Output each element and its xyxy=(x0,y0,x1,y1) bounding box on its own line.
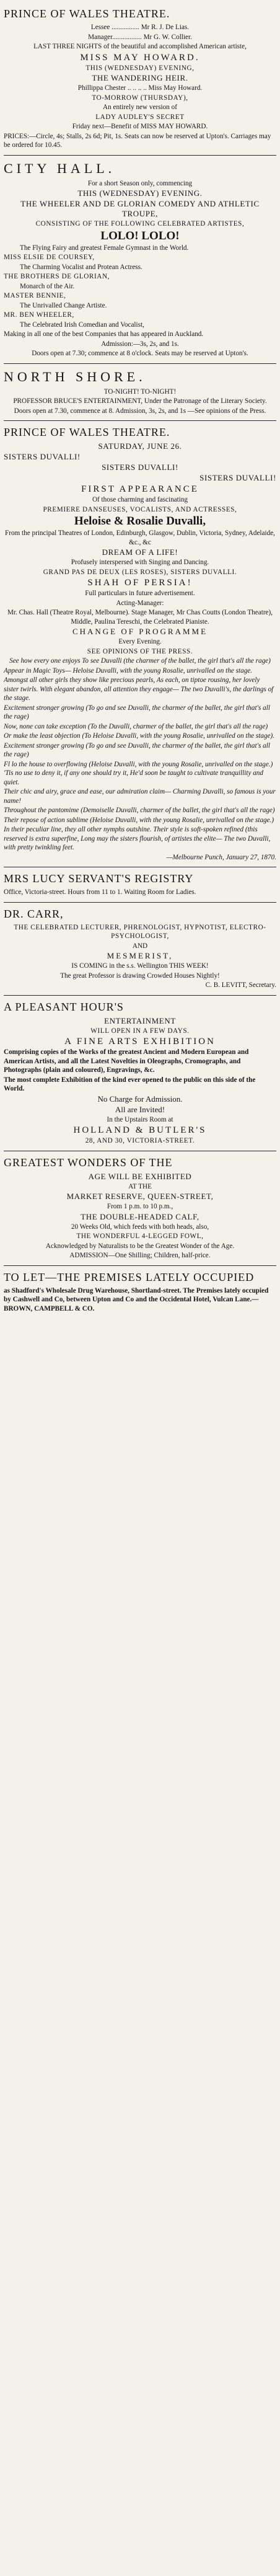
ad-line: Excitement stronger growing (To go and see Duvalli, the charmer of the ballet, the girl that's all the rage) xyxy=(4,704,270,720)
ad-line: Amongst all other girls they show like precious pearls, As each, on tiptoe rousing, her lovely sister twirls. With elegant abandon, all attention they engage— The two Duvalli's, the darlings of the stage. xyxy=(4,676,274,702)
ad-line: For a short Season only, commencing xyxy=(87,179,193,187)
ad-line: SATURDAY, JUNE 26. xyxy=(98,441,182,451)
ad-line: PROFESSOR BRUCE'S ENTERTAINMENT, Under the Patronage of the Literary Society. xyxy=(13,397,267,405)
ad-line: LADY AUDLEY'S SECRET xyxy=(95,113,185,121)
ad-line: Throughout the pantomime (Demoiselle Duvalli, charmer of the ballet, the girl that's all the rage) xyxy=(4,807,275,814)
ad-line: The Celebrated Irish Comedian and Vocalist, xyxy=(20,321,144,329)
ad-line: PRICES:—Circle, 4s; Stalls, 2s 6d; Pit, 1s. Seats can now be reserved at Upton's. Carriages may be ordered for 10.45. xyxy=(4,132,271,149)
ad-line: MR. BEN WHEELER, xyxy=(4,311,74,319)
ad-line: The great Professor is drawing Crowded Houses Nightly! xyxy=(60,972,220,980)
ad-line: Making in all one of the best Companies that has appeared in Auckland. xyxy=(4,330,204,338)
advertisement xyxy=(4,364,276,422)
ad-line: C. B. LEVITT, Secretary. xyxy=(205,981,276,989)
ad-title: CITY HALL. xyxy=(4,160,116,176)
ad-line: Heloise & Rosalie Duvalli, xyxy=(74,515,206,528)
ad-line: Profusely interspersed with Singing and Dancing. xyxy=(71,559,209,566)
ad-line: From 1 p.m. to 10 p.m., xyxy=(107,1203,173,1210)
ad-line: The Charming Vocalist and Protean Actress. xyxy=(20,263,142,271)
ad-line: No Charge for Admission. xyxy=(97,1094,183,1104)
ad-line: HOLLAND & BUTLER'S xyxy=(73,1125,207,1135)
ad-line: All are Invited! xyxy=(115,1104,165,1114)
ad-line: MISS ELSIE DE COURSEY, xyxy=(4,254,95,261)
ad-title: PRINCE OF WALES THEATRE. xyxy=(4,426,170,438)
ad-title: PRINCE OF WALES THEATRE. xyxy=(4,7,170,20)
advertisement xyxy=(4,903,276,996)
ad-line: LOLO! LOLO! xyxy=(100,229,180,242)
ad-line: MARKET RESERVE, QUEEN-STREET, xyxy=(66,1192,214,1201)
ad-line: CHANGE OF PROGRAMME xyxy=(72,627,208,636)
ad-line: The Flying Fairy and greatest Female Gymnast in the World. xyxy=(20,244,189,252)
ad-title: A PLEASANT HOUR'S xyxy=(4,1000,124,1013)
ad-line: THIS (WEDNESDAY) EVENING. xyxy=(77,188,203,198)
ad-line: Phillippa Chester .. .. .. .. Miss May Howard. xyxy=(77,84,203,92)
ad-title: DR. CARR, xyxy=(4,907,64,920)
ad-line: Their repose of action sublime (Heloise Duvalli, with the young Rosalie, unrivalled on the stage.) xyxy=(4,816,274,824)
ad-line: THE WANDERING HEIR. xyxy=(92,73,188,82)
ad-line: —Melbourne Punch, January 27, 1870. xyxy=(166,853,276,861)
ad-line: TO-MORROW (THURSDAY), xyxy=(92,94,188,102)
ad-line: CONSISTING OF THE FOLLOWING CELEBRATED ARTISTES, xyxy=(35,220,245,228)
ad-line: SEE OPINIONS OF THE PRESS. xyxy=(87,647,193,655)
ad-line: THE WHEELER AND DE GLORIAN COMEDY AND ATHLETIC TROUPE, xyxy=(20,199,260,218)
advertisement xyxy=(4,1266,276,1319)
ad-line: THE WONDERFUL 4-LEGGED FOWL, xyxy=(76,1233,204,1240)
ad-line: GRAND PAS DE DEUX (LES ROSES), SISTERS DUVALLI. xyxy=(43,568,237,576)
ad-title: TO LET—THE PREMISES LATELY OCCUPIED xyxy=(4,1270,255,1283)
ad-line: The most complete Exhibition of the kind ever opened to the public on this side of the World. xyxy=(4,1076,256,1092)
ad-line: IS COMING in the s.s. Wellington THIS WEEK! xyxy=(71,962,209,970)
ad-line: Lessee ................ Mr R. J. De Lias. xyxy=(90,24,190,31)
ad-line: as Shadford's Wholesale Drug Warehouse, Shortland-street. The Premises lately occupied by Cashwell and Co, between Upton and Co and the Occidental Hotel, Vulcan Lane.—BROWN, CAMPBELL & CO. xyxy=(4,1286,269,1312)
ad-line: Mr. Chas. Hall (Theatre Royal, Melbourne). Stage Manager, Mr Chas Coutts (London Theatre), Middle, Paulina Tereschi, the Celebrated Pianiste. xyxy=(7,609,273,626)
ad-line: SISTERS DUVALLI! xyxy=(102,463,178,472)
ad-line: Manager................. Mr G. W. Collier. xyxy=(88,33,192,41)
ad-line: Excitement stronger growing (To go and see Duvalli, the charmer of the ballet, the girl that's all the rage) xyxy=(4,741,270,758)
ad-line: WILL OPEN IN A FEW DAYS. xyxy=(90,1027,190,1035)
ad-title: GREATEST WONDERS OF THE xyxy=(4,1156,173,1169)
ad-line: Doors open at 7.30, commence at 8. Admission, 3s, 2s, and 1s —See opinions of the Press. xyxy=(14,407,266,415)
ad-line: THE BROTHERS DE GLORIAN, xyxy=(4,273,110,280)
ad-line: SISTERS DUVALLI! xyxy=(4,452,81,461)
ad-line: SISTERS DUVALLI! xyxy=(199,473,276,482)
ad-title: MRS LUCY SERVANT'S REGISTRY xyxy=(4,872,194,885)
ad-line: An entirely new version of xyxy=(103,104,177,111)
ad-line: DREAM OF A LIFE! xyxy=(102,547,178,557)
ad-line: Appear in Magic Toys— Heloise Duvalli, with the young Rosalie, unrivalled on the stage. xyxy=(4,666,253,675)
ad-line: PREMIERE DANSEUSES, VOCALISTS, AND ACTRESSES, xyxy=(43,505,237,513)
ad-title: NORTH SHORE. xyxy=(4,368,146,384)
ad-line: MISS MAY HOWARD. xyxy=(80,52,200,63)
ad-line: Now, none can take exception (To the Duvalli, charmer of the ballet, the girl that's all the rage) xyxy=(4,722,268,730)
ad-line: ADMISSION—One Shilling; Children, half-price. xyxy=(69,1252,211,1259)
ad-line: A FINE ARTS EXHIBITION xyxy=(64,1037,216,1047)
ad-line: Doors open at 7.30; commence at 8 o'clock. Seats may be reserved at Upton's. xyxy=(32,350,248,357)
ad-line: In their peculiar line, they all other nymphs outshine. Their style is soft-spoken refined (this reserved is extra superfine, Long may the sisters flourish, of artistes the elite— The two Duvalli, with pretty twinkling feet. xyxy=(4,826,271,851)
ad-line: Acknowledged by Naturalists to be the Greatest Wonder of the Age. xyxy=(45,1242,235,1250)
advertisement xyxy=(4,156,276,364)
ad-line: AGE WILL BE EXHIBITED xyxy=(88,1171,192,1181)
advertisement xyxy=(4,1151,276,1266)
advertisement xyxy=(4,421,276,867)
ad-line: Monarch of the Air. xyxy=(20,282,75,290)
ad-line: Their chic and airy, grace and ease, our admiration claim— Charming Duvalli, so famous is your name! xyxy=(4,788,276,805)
advertisement xyxy=(4,867,276,903)
ad-line: Or make the least objection (To Heloise Duvalli, with the young Rosalie, unrivalled on the stage). xyxy=(4,732,275,740)
ad-line: AT THE xyxy=(128,1182,152,1190)
ad-line: AND xyxy=(132,942,148,950)
ad-line: LAST THREE NIGHTS of the beautiful and accomplished American artiste, xyxy=(33,43,247,50)
ad-line: 20 Weeks Old, which feeds with both heads, also, xyxy=(71,1223,209,1231)
ad-line: MASTER BENNIE, xyxy=(4,292,66,299)
advertisement xyxy=(4,996,276,1151)
advertisement xyxy=(4,2,276,156)
ad-line: Friday next—Benefit of MISS MAY HOWARD. xyxy=(72,123,208,130)
ad-line: TO-NIGHT! TO-NIGHT! xyxy=(103,387,177,396)
ad-line: In the Upstairs Room at xyxy=(107,1115,173,1123)
ad-line: ENTERTAINMENT xyxy=(104,1016,176,1025)
ad-line: Acting-Manager: xyxy=(116,599,164,607)
ad-line: Admission:—3s, 2s, and 1s. xyxy=(101,340,179,348)
ad-line: From the principal Theatres of London, Edinburgh, Glasgow, Dublin, Victoria, Sydney, Adelaide, &c., &c xyxy=(5,529,275,546)
ad-line: Comprising copies of the Works of the greatest Ancient and Modern European and American Artists, and all the Latest Novelties in Oleographs, Cromographs, and Photographs (plain and coloured), Engravings, &c. xyxy=(4,1048,249,1074)
ad-line: FIRST APPEARANCE xyxy=(81,484,199,494)
ad-line: Every Evening. xyxy=(118,638,162,645)
ad-line: The Unrivalled Change Artiste. xyxy=(20,301,107,309)
ad-line: Full particulars in future advertisement. xyxy=(85,590,195,597)
ad-line: Fl lo the house to overflowing (Heloise Duvalli, with the young Rosalie, unrivalled on the stage.) 'Tis no use to deny it, if any one should try it, He'd soon be taught to cultivate tranquillity and quiet. xyxy=(4,760,273,786)
ad-line: 28, AND 30, VICTORIA-STREET. xyxy=(85,1137,195,1144)
ad-line: THIS (WEDNESDAY) EVENING, xyxy=(85,64,195,72)
ad-line: See how every one enjoys To see Duvalli (the charmer of the ballet, the girl that's all the rage) xyxy=(9,657,271,665)
ad-line: THE CELEBRATED LECTURER, PHRENOLOGIST, HYPNOTIST, ELECTRO-PSYCHOLOGIST, xyxy=(14,923,266,940)
ad-line: MESMERIST, xyxy=(107,951,173,960)
ad-line: SHAH OF PERSIA! xyxy=(87,578,193,588)
ad-line: THE DOUBLE-HEADED CALF, xyxy=(81,1211,199,1221)
ad-line: Office, Victoria-street. Hours from 11 to 1. Waiting Room for Ladies. xyxy=(4,888,196,896)
ad-line: Of those charming and fascinating xyxy=(92,496,188,503)
